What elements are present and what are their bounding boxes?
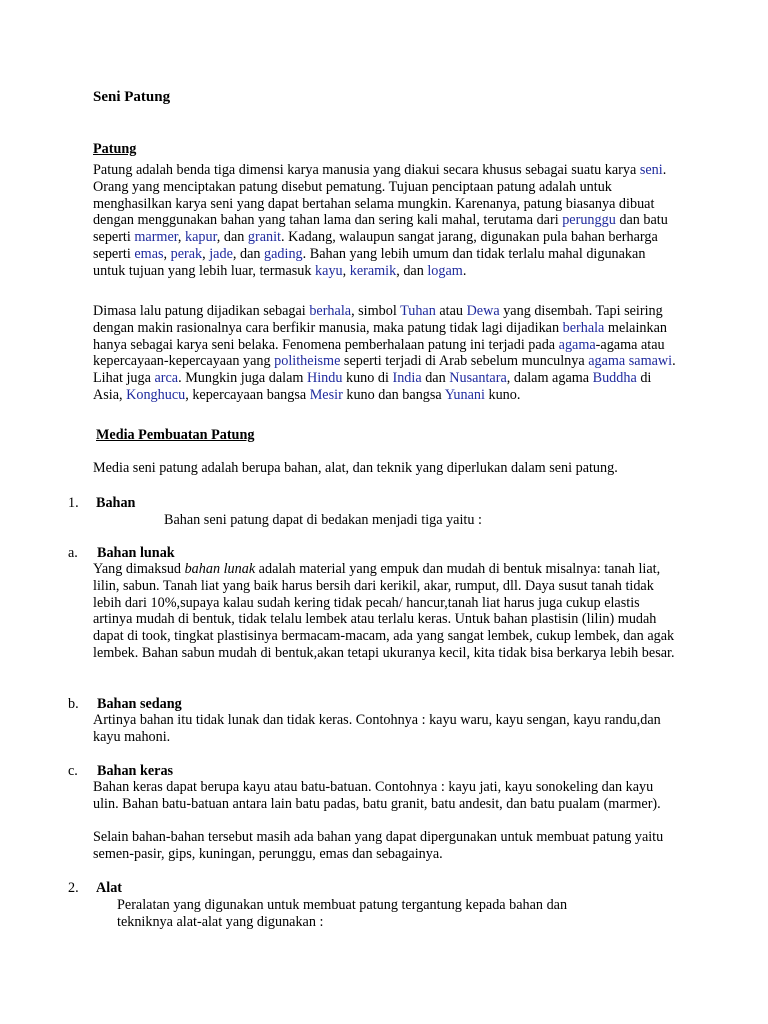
text-run: , simbol [351,303,401,319]
link-perunggu[interactable]: perunggu [562,212,616,229]
link-emas[interactable]: emas [134,245,164,262]
text-run: di Asia, [93,370,652,403]
bahan-intro: Bahan seni patung dapat di bedakan menjadi tiga yaitu : [164,512,482,528]
link-berhala[interactable]: berhala [309,303,352,319]
media-heading: Media Pembuatan Patung [96,427,255,443]
text-run: Patung adalah benda tiga dimensi karya manusia yang diakui secara khusus sebagai suatu karya [93,162,640,178]
link-granit[interactable]: granit [247,229,281,246]
link-yunani[interactable]: Yunani [444,386,485,403]
list-number-2: 2. [68,880,79,896]
text-run: seperti terjadi di Arab sebelum munculnya [340,353,589,370]
list-letter-a: a. [68,545,78,561]
text-run: -agama atau kepercayaan-kepercayaan yang [93,336,665,370]
text-run: yang disembah. Tapi seiring dengan makin rasionalnya cara berfikir manusia, maka patung tidak lagi dijadikan [93,303,663,336]
text-run: kuno. [484,386,521,403]
bahan-keras-label: Bahan keras [97,763,174,779]
link-berhala[interactable]: berhala [562,319,605,336]
patung-paragraph-2 [93,303,678,404]
alat-text: Peralatan yang digunakan untuk membuat patung tergantung kepada bahan dan tekniknya alat-alat yang digunakan : [117,897,568,930]
text-run: , [342,262,350,279]
text-run: , dan [396,262,428,279]
link-nusantara[interactable]: Nusantara [449,370,507,387]
link-marmer[interactable]: marmer [134,229,178,246]
text-run: Dimasa lalu patung dijadikan sebagai [93,303,310,319]
bahan-sedang-text: Artinya bahan itu tidak lunak dan tidak keras. Contohnya : kayu waru, kayu sengan, kayu randu,dan kayu mahoni. [93,712,661,745]
link-jade[interactable]: jade [209,245,233,262]
text-run: kuno dan bangsa [342,386,445,403]
text-run: , dan [232,245,265,262]
media-intro: Media seni patung adalah berupa bahan, alat, dan teknik yang diperlukan dalam seni patung. [93,460,618,476]
link-logam[interactable]: logam [427,262,463,279]
link-dewa[interactable]: Dewa [466,303,500,319]
text-run: . Kadang, walaupun sangat jarang, digunakan pula bahan berharga seperti [93,229,658,262]
text-run: . Mungkin juga dalam [178,370,307,387]
text-run: . [462,262,467,279]
list-number-1: 1. [68,495,79,511]
alat-label: Alat [96,880,123,896]
text-run: , kepercayaan bangsa [185,386,310,403]
link-buddha[interactable]: Buddha [592,370,637,387]
text-run: , [163,245,171,262]
link-arca[interactable]: arca [154,370,179,387]
bahan-label: Bahan [96,495,136,511]
link-konghucu[interactable]: Konghucu [126,386,186,403]
text-run: . Lihat juga [93,353,676,387]
text-run: , [202,245,210,262]
link-tuhan[interactable]: Tuhan [400,303,436,319]
text-run: dan batu seperti [93,212,668,246]
bahan-keras-text-1: Bahan keras dapat berupa kayu atau batu-batuan. Contohnya : kayu jati, kayu sonokeling dan kayu ulin. Bahan batu-batuan antara lain batu padas, batu granit, batu andesit, dan batu pualam (marmer). [93,779,661,812]
link-mesir[interactable]: Mesir [309,386,343,403]
text-run: melainkan hanya sebagai karya seni belaka. Fenomena pemberhalaan patung ini terjadi pada [93,319,667,353]
link-india[interactable]: India [392,370,422,387]
link-agama[interactable]: agama [558,336,596,353]
link-kayu[interactable]: kayu [315,262,343,279]
bahan-lunak-label: Bahan lunak [97,545,175,561]
link-seni[interactable]: seni [639,162,663,178]
link-agama-samawi[interactable]: agama samawi [588,353,673,370]
link-gading[interactable]: gading [264,245,303,262]
text-run: . Bahan yang lebih umum dan tidak terlalu mahal digunakan untuk tujuan yang lebih luar, termasuk [93,245,646,279]
text-run: . Orang yang menciptakan patung disebut pematung. Tujuan penciptaan patung adalah untuk menghasilkan karya seni yang dapat bertahan selama mungkin. Karenanya, patung biasanya dibuat dengan menggunakan bahan yang tahan lama dan sering kali mahal, terutama dari [93,162,667,229]
link-keramik[interactable]: keramik [349,262,397,279]
link-hindu[interactable]: Hindu [306,370,343,387]
text-run: , dalam agama [506,370,593,387]
text-run: atau [435,303,467,319]
page-title: Seni Patung [93,89,171,105]
patung-heading: Patung [93,141,137,157]
bahan-keras-text-2: Selain bahan-bahan tersebut masih ada bahan yang dapat dipergunakan untuk membuat patung yaitu semen-pasir, gips, kuningan, perunggu, emas dan sebagainya. [93,829,664,862]
text-run: dan [421,370,450,387]
list-letter-b: b. [68,696,79,712]
list-letter-c: c. [68,763,78,779]
link-kapur[interactable]: kapur [185,229,217,246]
bahan-sedang-label: Bahan sedang [97,696,182,712]
text-run: , [177,229,186,246]
link-perak[interactable]: perak [170,245,203,262]
link-politheisme[interactable]: politheisme [274,353,341,370]
text-run: , dan [216,229,248,246]
patung-paragraph-1 [93,162,678,280]
text-run: kuno di [342,370,393,387]
bahan-lunak-text: Yang dimaksud bahan lunak adalah material yang empuk dan mudah di bentuk misalnya: tanah liat, lilin, sabun. Tanah liat yang baik harus bersih dari kerikil, akar, rumput, dll. Daya susut tanah tidak lebih dari 10%,supaya kalau sudah kering tidak pecah/ hancur,tanah liat harus juga cukup elastis artinya mudah di bentuk, tidak telalu lembek atau terlalu keras. Untuk bahan plastisin (lilin) mudah dapat di took, tingkat plastisinya bermacam-macam, ada yang sangat lembek, cukup lembek, dan agak lembek. Bahan sabun mudah di bentuk,akan tetapi ukuranya kecil, kita tidak bisa berkarya lebih besar. [93,561,675,661]
